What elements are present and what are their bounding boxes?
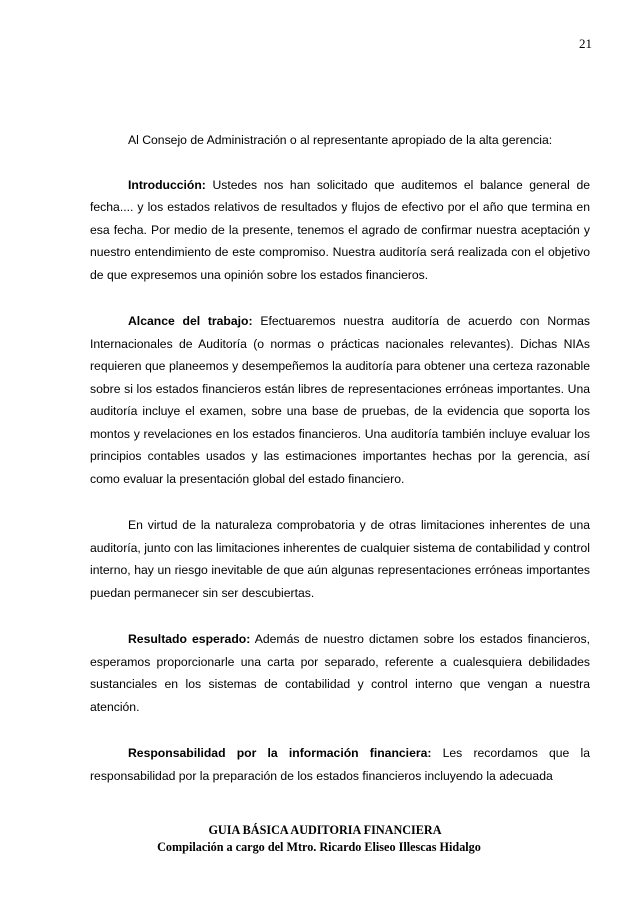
paragraph-text: En virtud de la naturaleza comprobatoria y de otras limitaciones inherentes de una auditoría, junto con las limitaciones inherentes de cualquier sistema de contabilidad y control interno, hay un riesgo inevitable de que aún algunas representaciones erróneas importantes puedan permanecer sin ser descubiertas. [90, 518, 590, 600]
paragraph-text: Ustedes nos han solicitado que auditemos el balance general de fecha.... y los estados relativos de resultados y flujos de efectivo por el año que termina en esa fecha. Por medio de la presente, tenemos el agrado de confirmar nuestra aceptación y nuestro entendimiento de este compromiso. Nuestra auditoría será realizada con el objetivo de que expresemos una opinión sobre los estados financieros. [90, 177, 591, 282]
footer-title: GUIA BÁSICA AUDITORIA FINANCIERA [208, 823, 442, 837]
paragraph-heading: Introducción: [128, 177, 206, 192]
paragraph-text: Les recordamos que la responsabilidad por la preparación de los estados financieros incluyendo la adecuada [90, 746, 590, 783]
paragraph-text: Efectuaremos nuestra auditoría de acuerdo con Normas Internacionales de Auditoría (o normas o prácticas nacionales relevantes). Dichas NIAs requieren que planeemos y desempeñemos la auditoría para obtener una certeza razonable sobre si los estados financieros están libres de representaciones erróneas importantes. Una auditoría incluye el examen, sobre una base de pruebas, de la evidencia que soporta los montos y revelaciones en los estados financieros. Una auditoría también incluye evaluar los principios contables usados y las estimaciones importantes hechas por la gerencia, así como evaluar la presentación global del estado financiero. [90, 314, 590, 486]
letter-body [90, 129, 590, 811]
paragraph-resultado [90, 628, 590, 718]
paragraph-alcance [90, 310, 590, 490]
paragraph-introduccion [90, 174, 590, 287]
paragraph-text: Además de nuestro dictamen sobre los estados financieros, esperamos proporcionarle una carta por separado, referente a cualesquiera debilidades sustanciales en los sistemas de contabilidad y control interno que vengan a nuestra atención. [90, 632, 590, 714]
page-footer [0, 822, 638, 856]
paragraph-responsabilidad [90, 742, 590, 787]
paragraph-heading: Alcance del trabajo: [128, 314, 253, 328]
salutation: Al Consejo de Administración o al representante apropiado de la alta gerencia: [128, 133, 553, 147]
paragraph-limitaciones [90, 514, 590, 604]
paragraph-heading: Resultado esperado: [128, 632, 251, 646]
page-number: 21 [579, 36, 592, 51]
paragraph-heading: Responsabilidad por la información financiera: [128, 746, 432, 760]
footer-author: Compilación a cargo del Mtro. Ricardo Eliseo Illescas Hidalgo [157, 840, 481, 854]
